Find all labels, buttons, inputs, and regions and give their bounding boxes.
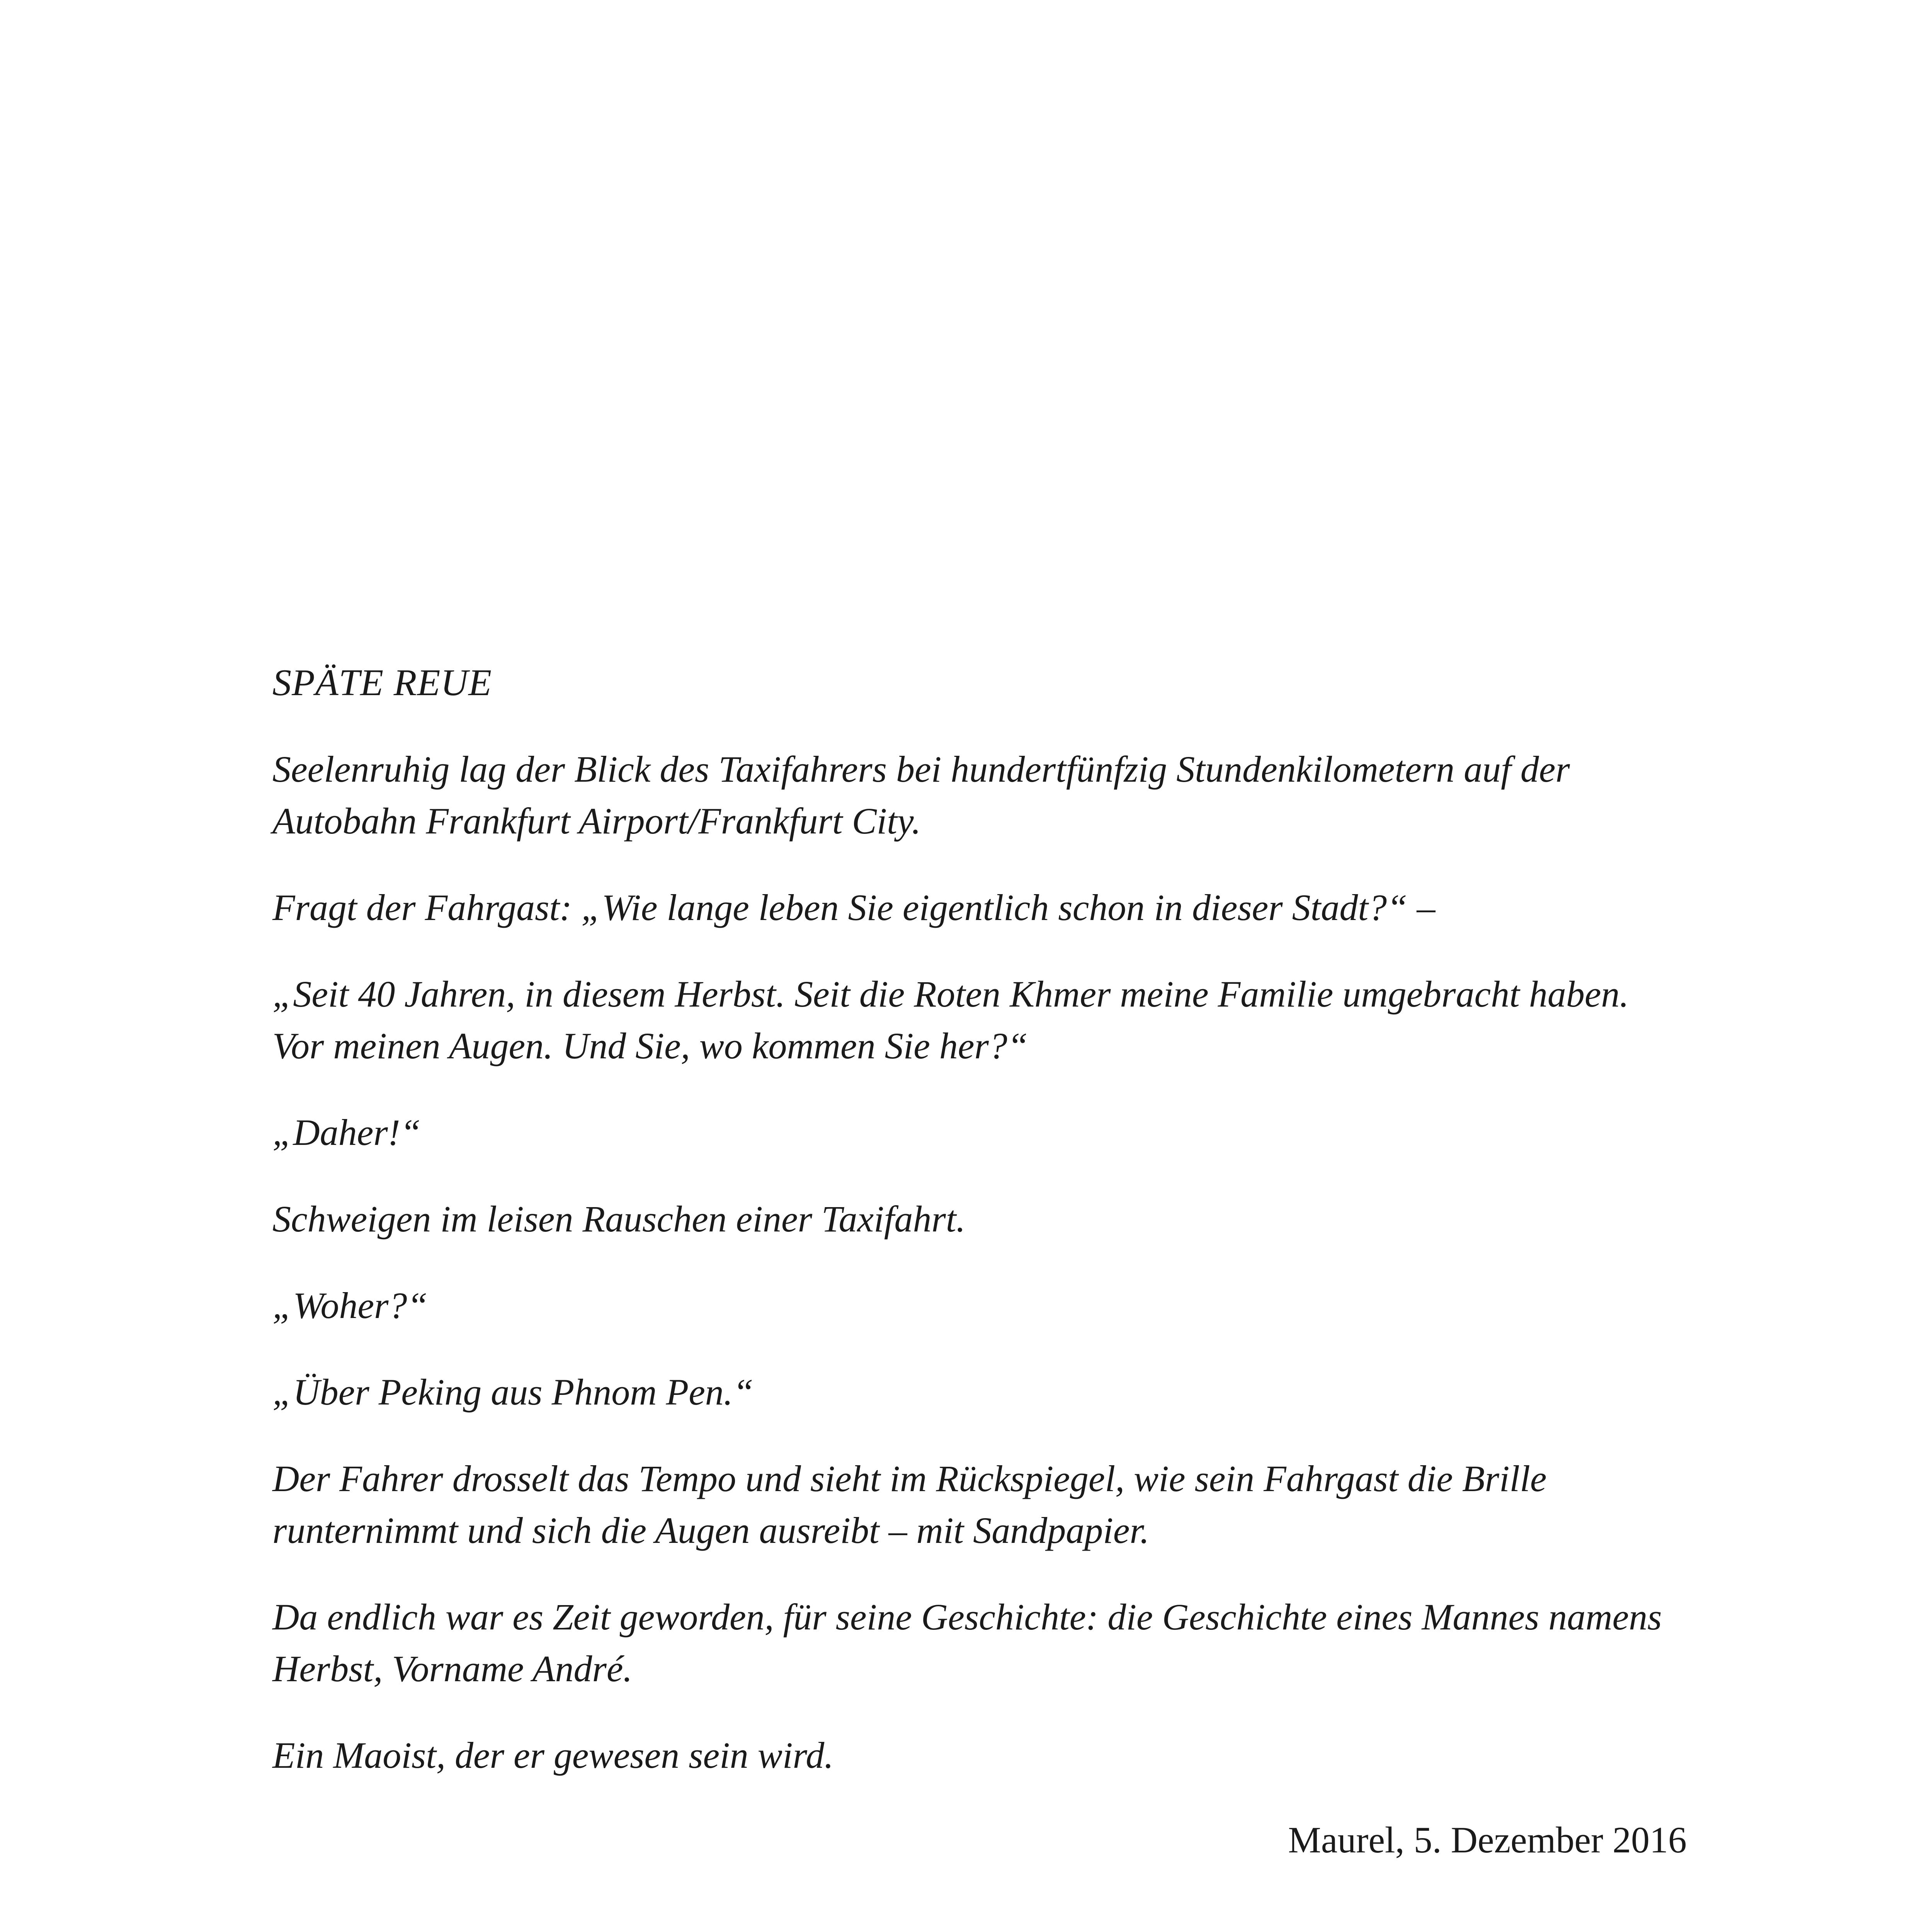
paragraph: „Woher?“ bbox=[272, 1285, 428, 1326]
paragraph: „Seit 40 Jahren, in diesem Herbst. Seit die Roten Khmer meine Familie umgebracht haben. Vor meinen Augen. Und Sie, wo kommen Sie her?“ bbox=[272, 973, 1629, 1066]
story-body bbox=[272, 657, 1687, 1816]
story-title: SPÄTE REUE bbox=[272, 662, 492, 704]
paragraph: Der Fahrer drosselt das Tempo und sieht im Rückspiegel, wie sein Fahrgast die Brille runternimmt und sich die Augen ausreibt – mit Sandpapier. bbox=[272, 1458, 1547, 1551]
paragraph: Fragt der Fahrgast: „Wie lange leben Sie eigentlich schon in dieser Stadt?“ – bbox=[272, 887, 1436, 928]
paragraph: Seelenruhig lag der Blick des Taxifahrers bei hundertfünfzig Stundenkilometern auf der Autobahn Frankfurt Airport/Frankfurt City. bbox=[272, 748, 1570, 842]
paragraph: „Über Peking aus Phnom Pen.“ bbox=[272, 1371, 754, 1413]
paragraph: Da endlich war es Zeit geworden, für seine Geschichte: die Geschichte eines Mannes namens Herbst, Vorname André. bbox=[272, 1596, 1662, 1689]
paragraph: Ein Maoist, der er gewesen sein wird. bbox=[272, 1735, 834, 1776]
signature-place-date: Maurel, 5. Dezember 2016 bbox=[1288, 1819, 1687, 1861]
paragraph: Schweigen im leisen Rauschen einer Taxifahrt. bbox=[272, 1198, 966, 1240]
paragraph: „Daher!“ bbox=[272, 1112, 421, 1153]
